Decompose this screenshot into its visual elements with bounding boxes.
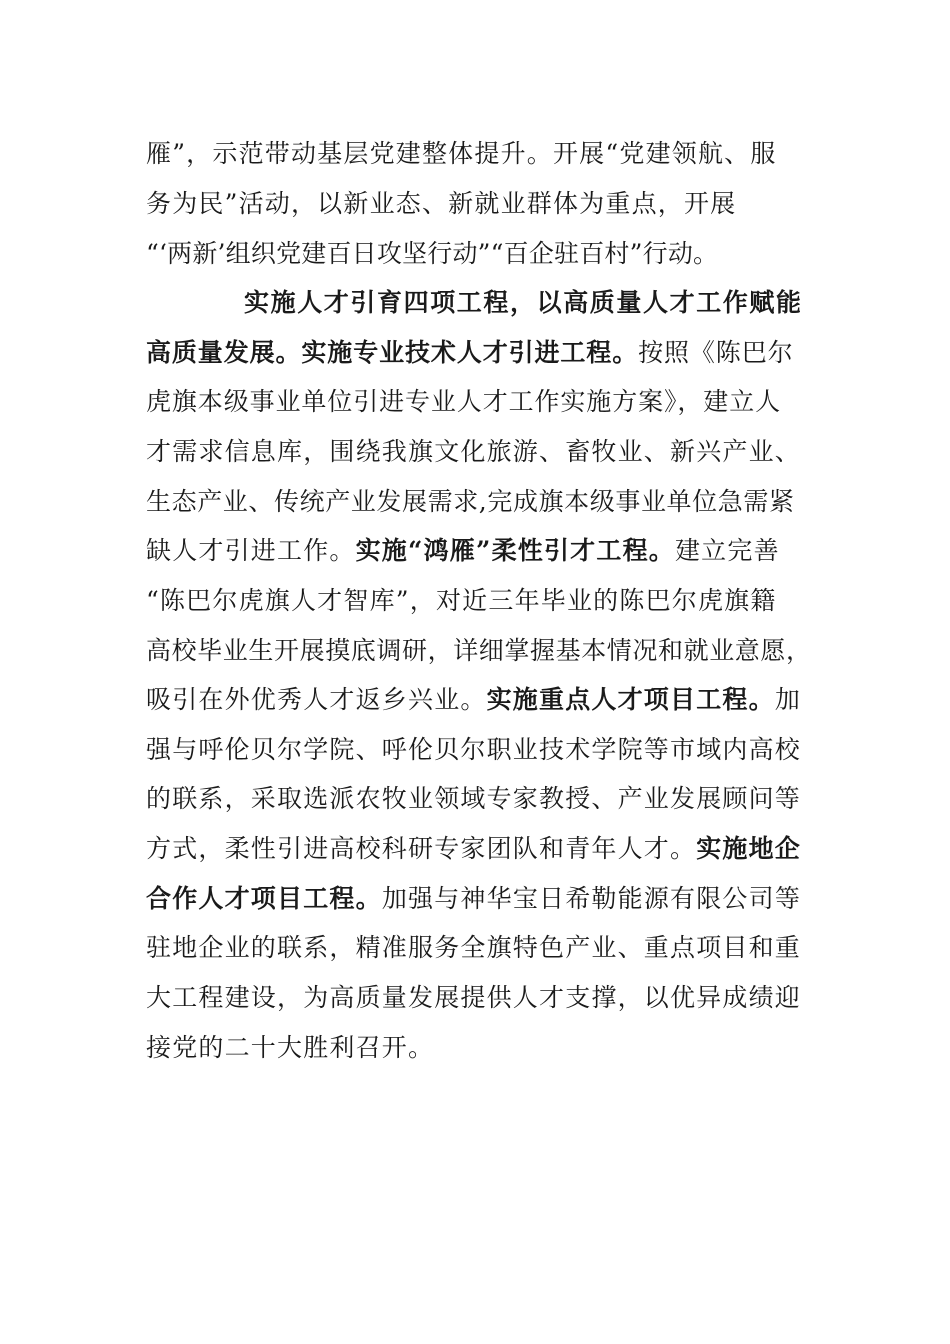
- bold-heading-text: 实施地企: [696, 834, 802, 863]
- text-line: [146, 336, 794, 370]
- bold-heading-text: 合作人才项目工程。: [146, 884, 382, 913]
- paragraph-text: 雁”，示范带动基层党建整体提升。开展“党建领航、服: [146, 139, 777, 168]
- paragraph-text: 务为民”活动，以新业态、新就业群体为重点，开展: [146, 189, 737, 218]
- bold-heading-text: 实施人才引育四项工程，以高质量人才工作赋能: [244, 288, 803, 317]
- paragraph-text: 吸引在外优秀人才返乡兴业。: [146, 685, 487, 714]
- paragraph-text: 才需求信息库，围绕我旗文化旅游、畜牧业、新兴产业、: [146, 437, 802, 466]
- paragraph-text: 虎旗本级事业单位引进专业人才工作实施方案》，建立人: [146, 387, 782, 416]
- paragraph-text: 生态产业、传统产业发展需求,完成旗本级事业单位急需紧: [146, 487, 795, 516]
- bold-heading-text: 实施“鸿雁”柔性引才工程。: [355, 536, 675, 565]
- paragraph-text: “‘两新’组织党建百日攻坚行动”“百企驻百村”行动。: [146, 239, 719, 268]
- paragraph-text: 方式，柔性引进高校科研专家团队和青年人才。: [146, 834, 697, 863]
- text-line: [146, 931, 801, 965]
- paragraph-text: 按照《陈巴尔: [638, 338, 794, 367]
- paragraph-text: 大工程建设，为高质量发展提供人才支撑，以优异成绩迎: [146, 983, 802, 1012]
- text-line: [146, 435, 801, 469]
- text-line: [146, 782, 801, 816]
- text-line: [146, 882, 801, 916]
- paragraph-text: “陈巴尔虎旗人才智库”，对近三年毕业的陈巴尔虎旗籍: [146, 586, 777, 615]
- text-line: [146, 832, 801, 866]
- text-line: [146, 981, 801, 1015]
- text-line: [146, 634, 812, 668]
- paragraph-text: 强与呼伦贝尔学院、呼伦贝尔职业技术学院等市域内高校: [146, 735, 802, 764]
- text-line: [146, 1031, 434, 1065]
- paragraph-text: 建立完善: [674, 536, 780, 565]
- text-line: [146, 534, 780, 568]
- bold-heading-text: 实施重点人才项目工程。: [486, 685, 775, 714]
- text-line: [146, 237, 718, 271]
- bold-heading-text: 高质量发展。实施专业技术人才引进工程。: [146, 338, 639, 367]
- text-line: [146, 187, 736, 221]
- text-line: [146, 683, 801, 717]
- paragraph-text: 驻地企业的联系，精准服务全旗特色产业、重点项目和重: [146, 933, 802, 962]
- paragraph-text: 加: [774, 685, 802, 714]
- text-line: [146, 385, 781, 419]
- paragraph-text: 高校毕业生开展摸底调研，详细掌握基本情况和就业意愿，: [146, 636, 812, 665]
- text-line: [244, 286, 803, 320]
- paragraph-text: 的联系，采取选派农牧业领域专家教授、产业发展顾问等: [146, 784, 802, 813]
- text-line: [146, 137, 777, 171]
- paragraph-text: 接党的二十大胜利召开。: [146, 1033, 435, 1062]
- paragraph-text: 缺人才引进工作。: [146, 536, 356, 565]
- text-line: [146, 733, 801, 767]
- text-line: [146, 584, 777, 618]
- paragraph-text: 加强与神华宝日希勒能源有限公司等: [381, 884, 802, 913]
- text-line: [146, 485, 795, 519]
